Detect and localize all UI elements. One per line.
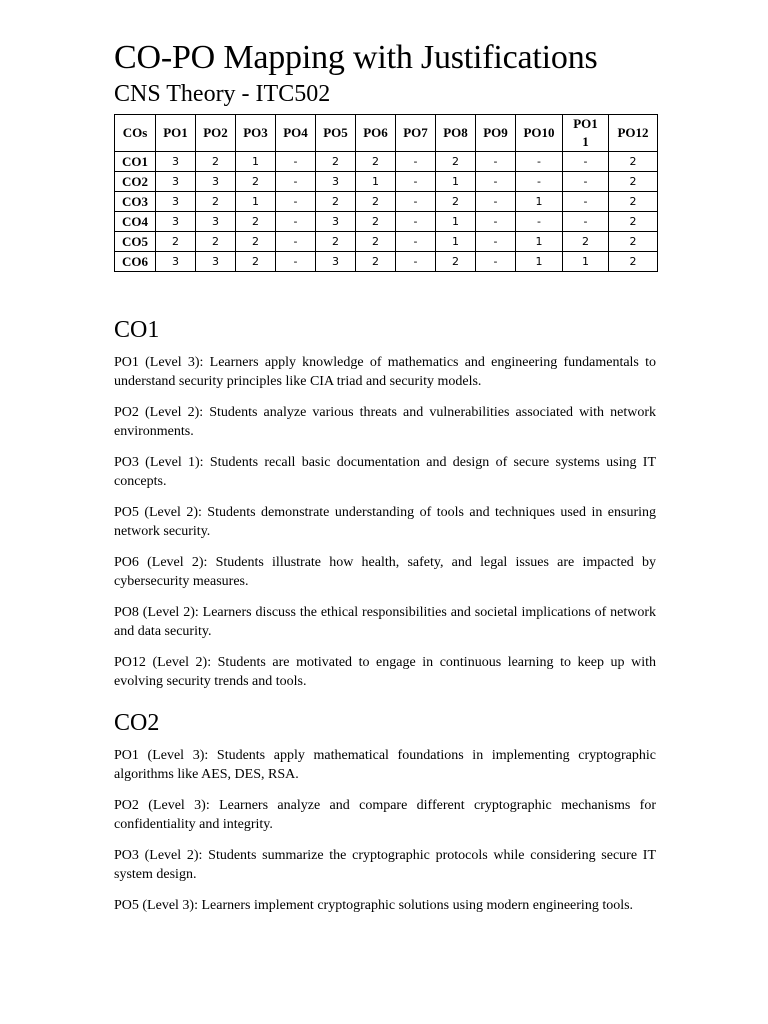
table-header-cell: PO3 — [236, 115, 276, 152]
table-cell: - — [396, 152, 436, 172]
table-cell: 2 — [156, 232, 196, 252]
table-cell: 3 — [156, 192, 196, 212]
table-header-cell: COs — [115, 115, 156, 152]
table-header-cell: PO8 — [436, 115, 476, 152]
table-cell: 1 — [356, 172, 396, 192]
table-cell: 3 — [196, 212, 236, 232]
document-subtitle: CNS Theory - ITC502 — [114, 81, 331, 107]
table-header-cell: PO10 — [516, 115, 563, 152]
table-cell: - — [396, 172, 436, 192]
table-cell: - — [516, 172, 563, 192]
justification-paragraph: PO2 (Level 3): Learners analyze and compare different cryptographic mechanisms for confidentiality and integrity. — [114, 798, 656, 832]
table-cell: - — [476, 192, 516, 212]
table-cell: 2 — [316, 192, 356, 212]
table-cell: - — [396, 212, 436, 232]
justification-paragraph: PO8 (Level 2): Learners discuss the ethical responsibilities and societal implications of network and data security. — [114, 605, 656, 639]
table-row — [115, 252, 658, 272]
table-row — [115, 192, 658, 212]
table-cell: - — [396, 192, 436, 212]
table-cell: 2 — [196, 232, 236, 252]
table-header-cell: PO7 — [396, 115, 436, 152]
table-cell: 2 — [316, 152, 356, 172]
table-cell: 1 — [236, 152, 276, 172]
table-cell: 2 — [356, 192, 396, 212]
table-cell: 2 — [609, 252, 658, 272]
justification-paragraph: PO5 (Level 3): Learners implement cryptographic solutions using modern engineering tools. — [114, 898, 634, 913]
table-cell: 2 — [609, 172, 658, 192]
table-header-cell: PO5 — [316, 115, 356, 152]
table-header-cell: PO6 — [356, 115, 396, 152]
table-cell: - — [563, 192, 609, 212]
table-cell: - — [276, 232, 316, 252]
table-header-cell: PO9 — [476, 115, 516, 152]
table-cell: - — [563, 172, 609, 192]
table-cell: 2 — [609, 232, 658, 252]
table-co-cell: CO5 — [115, 232, 156, 252]
table-co-cell: CO2 — [115, 172, 156, 192]
table-cell: 1 — [516, 192, 563, 212]
table-cell: - — [476, 172, 516, 192]
justification-paragraph: PO5 (Level 2): Students demonstrate understanding of tools and techniques used in ensuring network security. — [114, 505, 656, 539]
table-cell: 2 — [436, 152, 476, 172]
section-co1 — [114, 316, 656, 691]
table-cell: 3 — [156, 252, 196, 272]
table-cell: 1 — [236, 192, 276, 212]
table-header-cell: PO1 — [156, 115, 196, 152]
table-cell: - — [276, 212, 316, 232]
section-heading: CO2 — [114, 710, 160, 736]
table-cell: 2 — [609, 152, 658, 172]
table-row — [115, 232, 658, 252]
table-cell: 2 — [196, 192, 236, 212]
table-row — [115, 212, 658, 232]
table-cell: - — [476, 152, 516, 172]
table-row — [115, 152, 658, 172]
table-cell: 2 — [356, 212, 396, 232]
justification-paragraph: PO6 (Level 2): Students illustrate how health, safety, and legal issues are impacted by cybersecurity measures. — [114, 555, 656, 589]
justification-paragraph: PO12 (Level 2): Students are motivated to engage in continuous learning to keep up with evolving security trends and tools. — [114, 655, 656, 689]
table-cell: 3 — [156, 172, 196, 192]
table-cell: - — [396, 232, 436, 252]
table-body — [115, 152, 658, 272]
table-cell: - — [563, 152, 609, 172]
table-co-cell: CO3 — [115, 192, 156, 212]
co-po-mapping-table — [114, 114, 658, 272]
table-cell: 1 — [563, 252, 609, 272]
justification-paragraph: PO3 (Level 1): Students recall basic documentation and design of secure systems using IT concepts. — [114, 455, 656, 489]
table-cell: 3 — [196, 172, 236, 192]
table-cell: - — [276, 172, 316, 192]
justification-paragraph: PO3 (Level 2): Students summarize the cryptographic protocols while considering secure IT system design. — [114, 848, 656, 882]
table-cell: 1 — [516, 252, 563, 272]
table-cell: - — [516, 152, 563, 172]
table-cell: 1 — [436, 172, 476, 192]
table-header-cell: PO1 1 — [563, 115, 609, 152]
table-cell: 1 — [516, 232, 563, 252]
table-cell: 2 — [436, 192, 476, 212]
table-cell: 3 — [156, 212, 196, 232]
table-cell: 2 — [236, 212, 276, 232]
table-cell: - — [563, 212, 609, 232]
table-cell: 2 — [236, 172, 276, 192]
document-title: CO-PO Mapping with Justifications — [114, 39, 598, 76]
table-cell: 3 — [316, 172, 356, 192]
table-cell: - — [516, 212, 563, 232]
table-cell: 1 — [436, 232, 476, 252]
table-co-cell: CO6 — [115, 252, 156, 272]
justification-paragraph: PO1 (Level 3): Students apply mathematical foundations in implementing cryptographic algorithms like AES, DES, RSA. — [114, 748, 656, 782]
table-cell: - — [276, 252, 316, 272]
table-cell: 2 — [236, 252, 276, 272]
table-header-cell: PO12 — [609, 115, 658, 152]
justification-sections — [114, 316, 656, 915]
table-cell: - — [476, 212, 516, 232]
table-cell: - — [396, 252, 436, 272]
table-cell: 2 — [609, 192, 658, 212]
justification-paragraph: PO1 (Level 3): Learners apply knowledge of mathematics and engineering fundamentals to understand security principles like CIA triad and security models. — [114, 355, 656, 389]
table-co-cell: CO1 — [115, 152, 156, 172]
table-cell: - — [276, 192, 316, 212]
table-cell: 1 — [436, 212, 476, 232]
table-cell: 3 — [196, 252, 236, 272]
table-cell: 2 — [316, 232, 356, 252]
table-cell: 2 — [356, 252, 396, 272]
justification-paragraph: PO2 (Level 2): Students analyze various threats and vulnerabilities associated with network environments. — [114, 405, 656, 439]
table-cell: 2 — [196, 152, 236, 172]
table-cell: - — [476, 232, 516, 252]
section-co2 — [114, 709, 656, 915]
table-co-cell: CO4 — [115, 212, 156, 232]
table-cell: 2 — [609, 212, 658, 232]
section-heading: CO1 — [114, 317, 160, 343]
table-cell: 2 — [236, 232, 276, 252]
table-header-cell: PO4 — [276, 115, 316, 152]
table-header-row — [115, 115, 658, 152]
table-header-cell: PO2 — [196, 115, 236, 152]
table-cell: 2 — [356, 232, 396, 252]
table-cell: - — [276, 152, 316, 172]
table-cell: 2 — [436, 252, 476, 272]
table-row — [115, 172, 658, 192]
table-cell: - — [476, 252, 516, 272]
table-cell: 2 — [356, 152, 396, 172]
document-page — [114, 38, 656, 927]
table-cell: 3 — [316, 212, 356, 232]
table-cell: 2 — [563, 232, 609, 252]
table-cell: 3 — [316, 252, 356, 272]
table-cell: 3 — [156, 152, 196, 172]
